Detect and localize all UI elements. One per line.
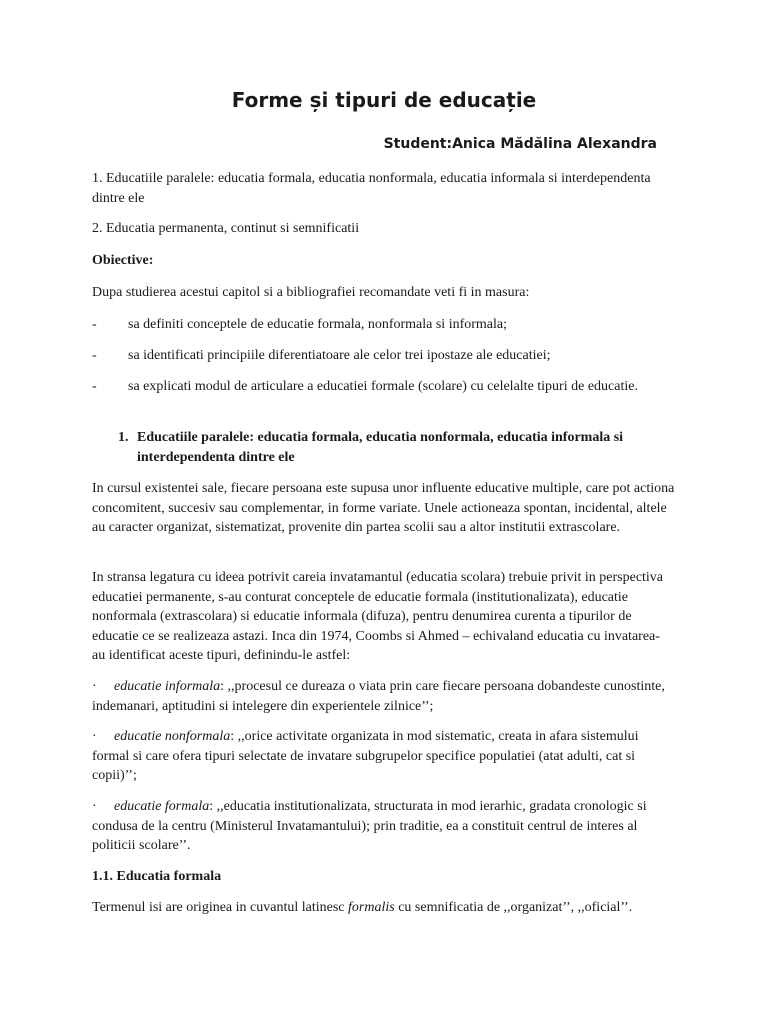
definition-item	[92, 727, 676, 786]
section-heading	[118, 428, 678, 467]
definition-text: : ,,educatia institutionalizata, structurata in mod ierarhic, gradata cronologic si condusa de la centru (Ministerul Invatamantului); prin traditie, ea a constituit centrul de interes al politicii scolare’’.	[92, 799, 647, 853]
definition-item	[92, 677, 676, 716]
dash-marker: -	[92, 348, 97, 363]
dash-marker: -	[92, 379, 97, 394]
section-number: 1.	[118, 430, 129, 445]
contents-item-1: 1. Educatiile paralele: educatia formala, educatia nonformala, educatia informala si interdependenta dintre ele	[92, 171, 651, 206]
paragraph: In cursul existentei sale, fiecare persoana este supusa unor influente educative multiple, care pot actiona concomitent, succesiv sau complementar, in forme variate. Unele actioneaza spontan, incidental, altele au caracter organizat, sistematizat, provenite din partea scolii sau a altor institutii extrascolare.	[92, 481, 675, 535]
section-heading-text: Educatiile paralele: educatia formala, educatia nonformala, educatia informala si interdependenta dintre ele	[137, 430, 624, 465]
paragraph-text: Termenul isi are originea in cuvantul latinesc	[92, 900, 348, 915]
paragraph	[92, 898, 676, 918]
paragraph-text: cu semnificatia de ,,organizat’’, ,,oficial’’.	[394, 900, 633, 915]
objective-item	[92, 346, 676, 366]
contents-item-2: 2. Educatia permanenta, continut si semnificatii	[92, 221, 360, 236]
document-title: Forme și tipuri de educație	[231, 88, 537, 112]
student-name: Student:Anica Mădălina Alexandra	[383, 136, 657, 152]
paragraph: In stransa legatura cu ideea potrivit careia invatamantul (educatia scolara) trebuie privit in perspectiva educatiei permanente, s-au conturat conceptele de educatie formala (institutionalizata), educatie nonformala (extrascolara) si educatie informala (difuza), pentru denumirea curenta a tipurilor de educatie ce se realizeaza astazi. Inca din 1974, Coombs si Ahmed – echivaland educatia cu invatarea- au identificat aceste tipuri, definindu-le astfel:	[92, 570, 664, 663]
objectives-heading: Obiective:	[92, 253, 154, 268]
objective-text: sa explicati modul de articulare a educatiei formale (scolare) cu celelalte tipuri de educatie.	[128, 379, 638, 394]
definition-term: educatie formala	[114, 799, 210, 814]
objective-text: sa identificati principiile diferentiatoare ale celor trei ipostaze ale educatiei;	[128, 348, 551, 363]
dash-marker: -	[92, 317, 97, 332]
definition-term: educatie informala	[114, 679, 221, 694]
latin-term: formalis	[348, 900, 395, 915]
definition-text: : ,,orice activitate organizata in mod sistematic, creata in afara sistemului formal si care ofera tipuri selectate de invatare subgrupelor specifice populatiei (atat adulti, cat si copii)’’;	[92, 729, 639, 783]
subsection-heading: 1.1. Educatia formala	[92, 869, 222, 884]
definition-text: : ,,procesul ce dureaza o viata prin care fiecare persoana dobandeste cunostinte, indemanari, aptitudini si intelegere din experientele zilnice’’;	[92, 679, 665, 714]
objective-item	[92, 315, 676, 335]
definition-item	[92, 797, 676, 856]
bullet-marker: ·	[92, 679, 97, 694]
objective-text: sa definiti conceptele de educatie formala, nonformala si informala;	[128, 317, 508, 332]
definition-term: educatie nonformala	[114, 729, 231, 744]
bullet-marker: ·	[92, 729, 97, 744]
bullet-marker: ·	[92, 799, 97, 814]
objective-item	[92, 377, 676, 397]
objectives-intro: Dupa studierea acestui capitol si a bibliografiei recomandate veti fi in masura:	[92, 285, 530, 300]
